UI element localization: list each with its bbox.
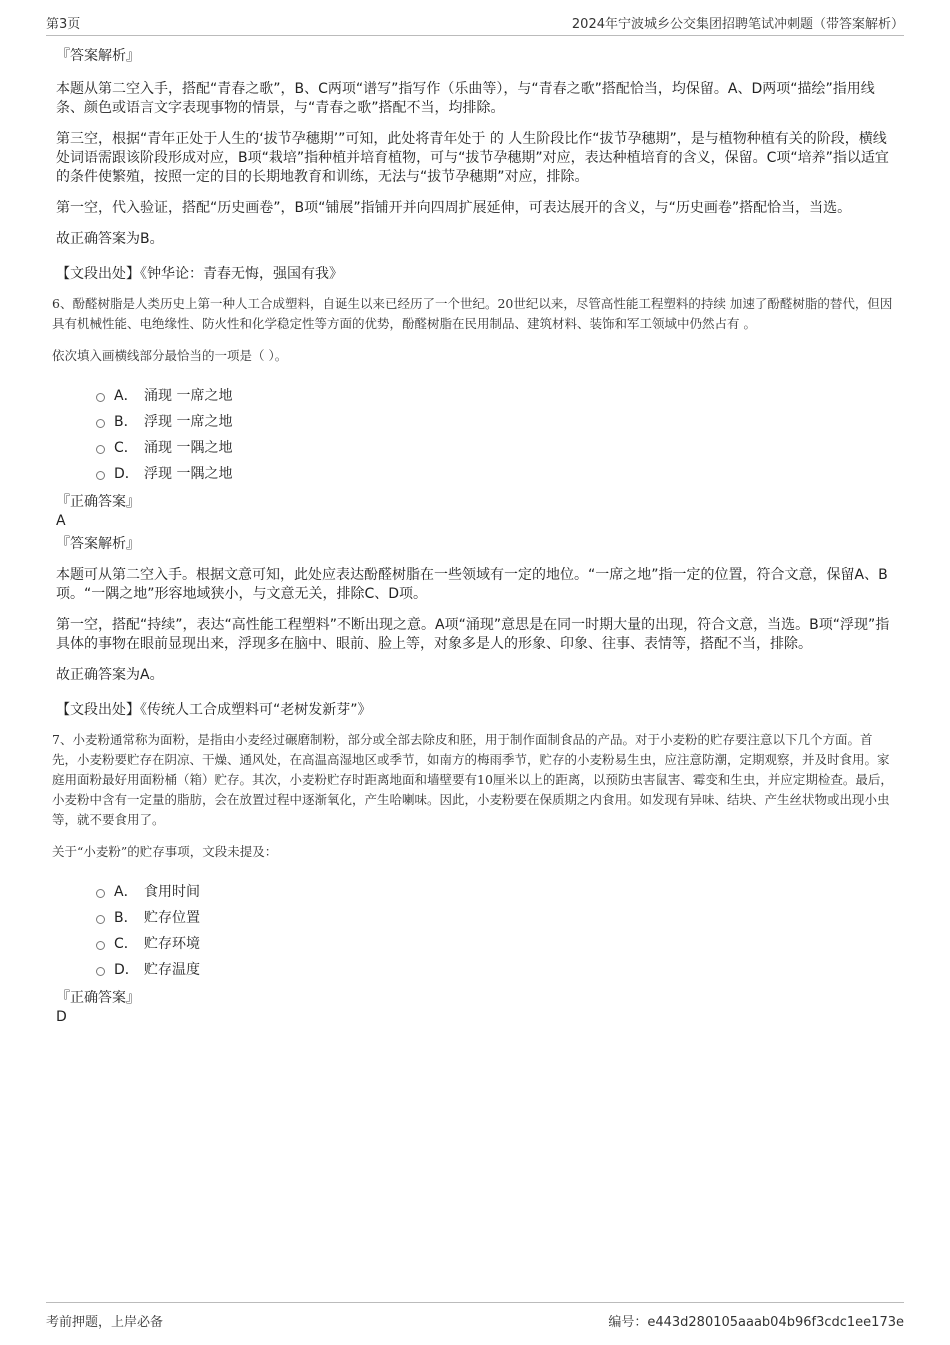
option-text: 浮现 一席之地 — [144, 414, 233, 430]
option-c[interactable]: C． 涌现 一隅之地 — [96, 434, 896, 460]
radio-icon[interactable] — [96, 419, 105, 428]
option-c[interactable]: C． 贮存环境 — [96, 930, 896, 956]
option-d[interactable]: D． 浮现 一隅之地 — [96, 460, 896, 486]
document-id: 编号：e443d280105aaab04b96f3cdc1ee173e — [608, 1314, 904, 1330]
correct-answer: D — [56, 1009, 67, 1025]
correct-answer-label: 『正确答案』 — [56, 990, 140, 1006]
radio-icon[interactable] — [96, 393, 105, 402]
option-text: 涌现 一席之地 — [144, 388, 233, 404]
source-citation: 【文段出处】《钟华论：青春无悔，强国有我》 — [56, 266, 343, 282]
radio-icon[interactable] — [96, 889, 105, 898]
correct-answer-label: 『正确答案』 — [56, 494, 140, 510]
analysis-paragraph: 第一空，搭配“持续”，表达“高性能工程塑料”不断出现之意。A项“涌现”意思是在同一时期大量的出现，符合文意，当选。B项“浮现”指具体的事物在眼前显现出来，浮现多在脑中、眼前、脸上等，对象多是人的形象、印象、往事、表情等，搭配不当，排除。 — [56, 617, 890, 652]
footer-slogan: 考前押题，上岸必备 — [46, 1314, 164, 1330]
page-header — [46, 14, 904, 36]
option-text: 贮存温度 — [144, 962, 200, 978]
analysis-paragraph: 第一空，代入验证，搭配“历史画卷”，B项“铺展”指铺开并向四周扩展延伸，可表达展开的含义，与“历史画卷”搭配恰当，当选。 — [56, 200, 852, 216]
option-text: 浮现 一隅之地 — [144, 466, 233, 482]
option-text: 涌现 一隅之地 — [144, 440, 233, 456]
question-prompt: 关于“小麦粉”的贮存事项，文段未提及： — [52, 844, 278, 859]
radio-icon[interactable] — [96, 967, 105, 976]
option-list — [56, 878, 896, 982]
radio-icon[interactable] — [96, 445, 105, 454]
analysis-paragraph: 本题可从第二空入手。根据文意可知，此处应表达酚醛树脂在一些领域有一定的地位。“一席之地”指一定的位置，符合文意，保留A、B项。“一隅之地”形容地域狭小，与文意无关，排除C、D项。 — [56, 567, 888, 602]
question-prompt: 依次填入画横线部分最恰当的一项是（ ）。 — [52, 348, 288, 363]
correct-answer: A — [56, 513, 66, 529]
page-number: 第3页 — [46, 17, 81, 32]
option-b[interactable]: B． 贮存位置 — [96, 904, 896, 930]
page-content — [52, 46, 896, 1026]
answer-conclusion: 故正确答案为B。 — [56, 231, 164, 247]
option-text: 食用时间 — [144, 884, 200, 900]
question-stem: 7、小麦粉通常称为面粉，是指由小麦经过碾磨制粉，部分或全部去除皮和胚，用于制作面制食品的产品。对于小麦粉的贮存要注意以下几个方面。首先，小麦粉要贮存在阴凉、干燥、通风处，在高温高湿地区或季节，如南方的梅雨季节，贮存的小麦粉易生虫，应注意防潮，定期观察，并及时食用。家庭用面粉最好用面粉桶（箱）贮存。其次，小麦粉贮存时距离地面和墙壁要有10厘米以上的距离，以预防虫害鼠害、霉变和生虫，并应定期检查。最后，小麦粉中含有一定量的脂肪，会在放置过程中逐渐氧化，产生哈喇味。因此，小麦粉要在保质期之内食用。如发现有异味、结块、产生丝状物或出现小虫等，就不要食用了。 — [52, 732, 893, 827]
answer-analysis-label: 『答案解析』 — [56, 536, 140, 552]
radio-icon[interactable] — [96, 471, 105, 480]
option-d[interactable]: D． 贮存温度 — [96, 956, 896, 982]
radio-icon[interactable] — [96, 915, 105, 924]
answer-conclusion: 故正确答案为A。 — [56, 667, 164, 683]
source-citation: 【文段出处】《传统人工合成塑料可“老树发新芽”》 — [56, 702, 372, 718]
question-stem: 6、酚醛树脂是人类历史上第一种人工合成塑料，自诞生以来已经历了一个世纪。20世纪以来，尽管高性能工程塑料的持续 加速了酚醛树脂的替代，但因具有机械性能、电绝缘性、防火性和化学稳定性等方面的优势，酚醛树脂在民用制品、建筑材料、装饰和军工领域中仍然占有 。 — [52, 296, 893, 331]
document-title: 2024年宁波城乡公交集团招聘笔试冲刺题（带答案解析） — [571, 17, 904, 32]
analysis-paragraph: 本题从第二空入手，搭配“青春之歌”，B、C两项“谱写”指写作（乐曲等），与“青春之歌”搭配恰当，均保留。A、D两项“描绘”指用线条、颜色或语言文字表现事物的情景，与“青春之歌”搭配不当，均排除。 — [56, 81, 875, 116]
radio-icon[interactable] — [96, 941, 105, 950]
option-list — [56, 382, 896, 486]
option-a[interactable]: A． 食用时间 — [96, 878, 896, 904]
option-text: 贮存位置 — [144, 910, 200, 926]
analysis-paragraph: 第三空，根据“青年正处于人生的‘拔节孕穗期’”可知，此处将青年处于 的 人生阶段比作“拔节孕穗期”，是与植物种植有关的阶段，横线处词语需跟该阶段形成对应，B项“栽培”指种植并培育植物，可与“拔节孕穗期”对应，表达种植培育的含义，保留。C项“培养”指以适宜的条件使繁殖，按照一定的目的长期地教育和训练，无法与“拔节孕穗期”对应，排除。 — [56, 131, 889, 185]
answer-analysis-label: 『答案解析』 — [56, 48, 140, 64]
page-footer — [46, 1302, 904, 1329]
option-text: 贮存环境 — [144, 936, 200, 952]
option-a[interactable]: A． 涌现 一席之地 — [96, 382, 896, 408]
option-b[interactable]: B． 浮现 一席之地 — [96, 408, 896, 434]
